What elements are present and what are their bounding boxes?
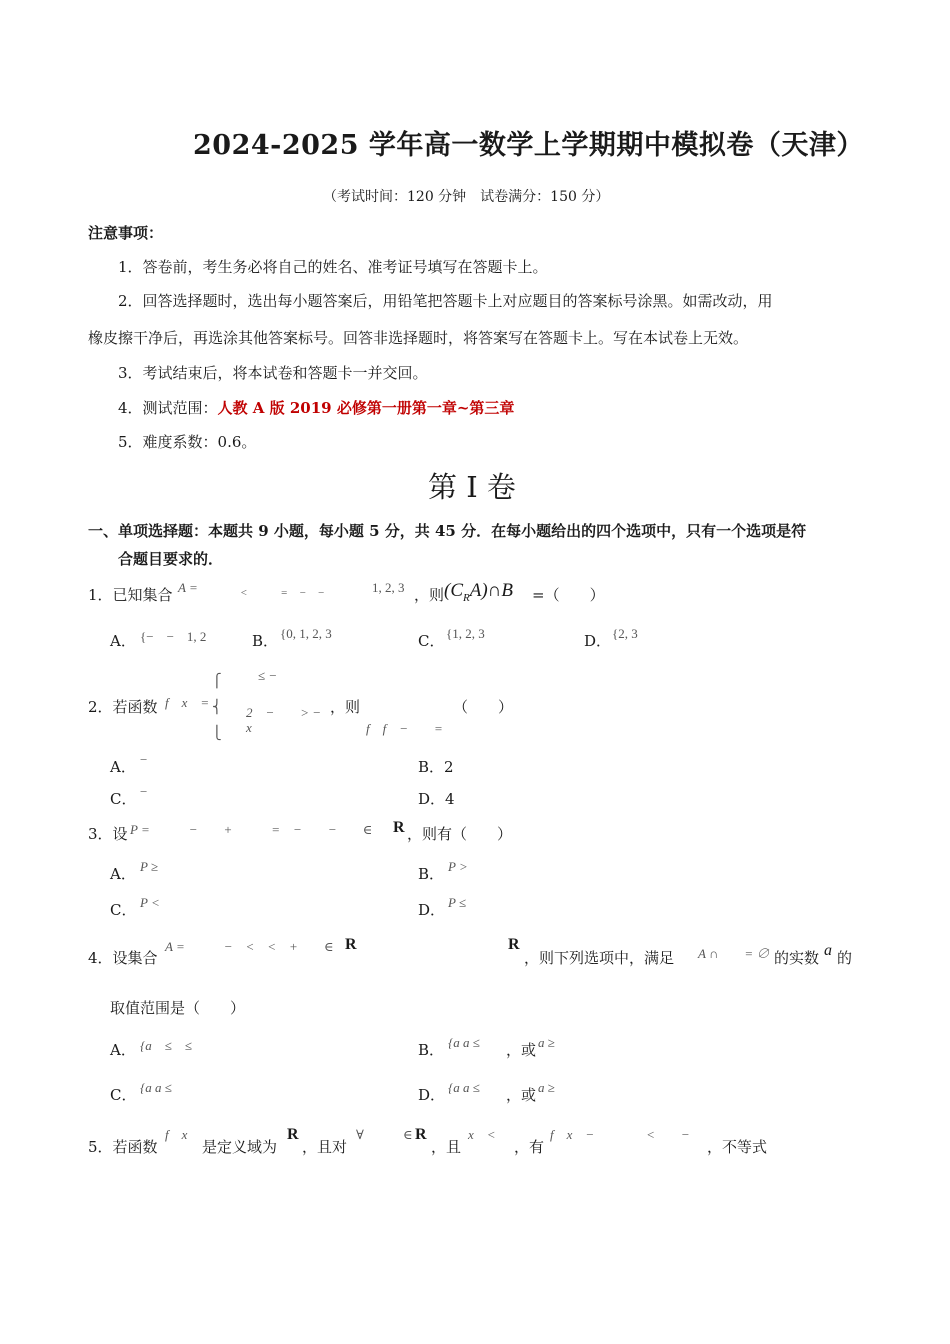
q5-math-f: f x — [165, 1127, 188, 1142]
q4-option-b-label: B． — [418, 1041, 445, 1059]
q4-option-d-label: D． — [418, 1086, 446, 1104]
q4-real: 的实数 — [774, 949, 820, 967]
q4-option-d-or: ，或 — [506, 1086, 537, 1104]
q1-complement — [444, 580, 513, 604]
q1-option-d-label: D． — [584, 632, 612, 650]
q5-text-2: ，且对 — [302, 1138, 348, 1156]
volume-heading: 第 I 卷 — [428, 470, 516, 504]
q1-option-d-math: {2, 3 — [612, 626, 638, 641]
note-5: 5．难度系数：0.6。 — [118, 433, 257, 451]
q2-option-a-label: A． — [110, 758, 136, 776]
q1-option-a-math: {− − 1, 2 — [140, 629, 207, 644]
section-line-2: 合题目要求的． — [118, 550, 224, 568]
q4-math-a: A = − < < + ∈ — [165, 939, 334, 954]
q2-math-ff: f f − = — [366, 721, 443, 736]
note-4-prefix: 4．测试范围： — [118, 399, 218, 417]
q5-text-1: 是定义域为 — [202, 1138, 278, 1156]
q4-real-r2: R — [508, 936, 520, 953]
q4-option-d-math: {a a ≤ — [448, 1080, 480, 1095]
q4-option-a-math: {a ≤ ≤ — [140, 1038, 192, 1053]
q1-expr-rest: A)∩B — [469, 580, 513, 601]
q2-brace: ⎧ ⎨ ⎩ — [212, 673, 222, 740]
q2-math-bot: x — [246, 720, 252, 735]
q1-option-b-math: {0, 1, 2, 3 — [280, 626, 332, 641]
q1-stem: 1．已知集合 — [88, 586, 173, 604]
exam-subtitle: （考试时间：120 分钟 试卷满分：150 分） — [323, 189, 610, 205]
q1-then: ，则 — [414, 586, 445, 604]
q5-text-4: ，有 — [514, 1138, 545, 1156]
q2-option-a-math: − — [140, 752, 148, 767]
exam-title: 2024-2025 学年高一数学上学期期中模拟卷（天津） — [193, 130, 864, 161]
q1-math-a: A = — [178, 580, 198, 595]
q2-paren: （ ） — [453, 698, 514, 716]
note-1: 1．答卷前，考生务必将自己的姓名、准考证号填写在答题卡上。 — [118, 258, 548, 276]
section-line-1: 一、单项选择题：本题共 9 小题，每小题 5 分，共 45 分．在每小题给出的四个选项中，只有一个选项是符 — [88, 522, 807, 540]
q5-math-x: x < — [468, 1127, 496, 1142]
q3-option-d-label: D． — [418, 901, 446, 919]
q1-expr-c: (C — [444, 580, 463, 601]
note-4-scope: 人教 A 版 2019 必修第一册第一章~第三章 — [217, 399, 515, 417]
q4-stem: 4．设集合 — [88, 949, 158, 967]
q5-text-5: ，不等式 — [707, 1138, 768, 1156]
q4-line2: 取值范围是（ ） — [110, 999, 246, 1017]
q3-option-a-math: P ≥ — [140, 859, 159, 874]
q3-real-r: R — [393, 819, 405, 836]
q2-math-mid: 2 − > − — [246, 705, 322, 720]
q1-option-a-label: A． — [110, 632, 136, 650]
q5-real-r2: R — [415, 1126, 427, 1143]
q4-math-cond: A ∩ = ∅ — [698, 946, 770, 961]
notes-heading: 注意事项： — [88, 224, 164, 242]
note-2b: 橡皮擦干净后，再选涂其他答案标号。回答非选择题时，将答案写在答题卡上。写在本试卷上无效。 — [88, 329, 749, 347]
q4-option-d-math2: a ≥ — [538, 1080, 555, 1095]
note-4 — [118, 397, 514, 418]
q5-math-all: ∀ ∈ — [356, 1127, 413, 1142]
q2-math-top: ≤ − — [258, 668, 278, 683]
q3-stem: 3．设 — [88, 825, 128, 843]
q2-option-b: B．2 — [418, 758, 454, 776]
q4-option-c-math: {a a ≤ — [140, 1080, 172, 1095]
q3-math-p: P = − + = − − ∈ — [130, 822, 373, 837]
q4-mid: ，则下列选项中，满足 — [524, 949, 675, 967]
note-2a: 2．回答选择题时，选出每小题答案后，用铅笔把答题卡上对应题目的答案标号涂黑。如需改动，用 — [118, 292, 773, 310]
q5-math-ineq: f x − < − — [550, 1127, 690, 1142]
q1-expr-r: R — [463, 591, 470, 604]
q1-option-c-math: {1, 2, 3 — [446, 626, 485, 641]
q2-then: ，则 — [330, 698, 361, 716]
q4-option-b-math2: a ≥ — [538, 1035, 555, 1050]
q1-math-set: 1, 2, 3 — [372, 580, 405, 595]
q3-option-a-label: A． — [110, 865, 136, 883]
q2-option-d: D．4 — [418, 790, 455, 808]
q4-option-c-label: C． — [110, 1086, 137, 1104]
q4-math-a2: a — [824, 942, 832, 959]
q4-real-r1: R — [345, 936, 357, 953]
q2-option-c-label: C． — [110, 790, 137, 808]
q5-real-r1: R — [287, 1126, 299, 1143]
q3-option-b-label: B． — [418, 865, 445, 883]
q2-math-f: f x = — [165, 695, 210, 710]
q5-text-3: ，且 — [431, 1138, 462, 1156]
q4-option-a-label: A． — [110, 1041, 136, 1059]
q1-eq: =（ ） — [532, 586, 605, 604]
q4-option-b-or: ，或 — [506, 1041, 537, 1059]
q2-stem: 2．若函数 — [88, 698, 158, 716]
q4-option-b-math: {a a ≤ — [448, 1035, 480, 1050]
q3-option-d-math: P ≤ — [448, 895, 467, 910]
q3-option-b-math: P > — [448, 859, 468, 874]
q1-option-b-label: B． — [252, 632, 279, 650]
note-3: 3．考试结束后，将本试卷和答题卡一并交回。 — [118, 364, 428, 382]
q4-of: 的 — [837, 949, 853, 967]
q3-option-c-label: C． — [110, 901, 137, 919]
q5-stem: 5．若函数 — [88, 1138, 158, 1156]
q3-then: ，则有（ ） — [407, 825, 513, 843]
q3-option-c-math: P < — [140, 895, 160, 910]
q2-option-c-math: − — [140, 784, 148, 799]
q1-option-c-label: C． — [418, 632, 445, 650]
